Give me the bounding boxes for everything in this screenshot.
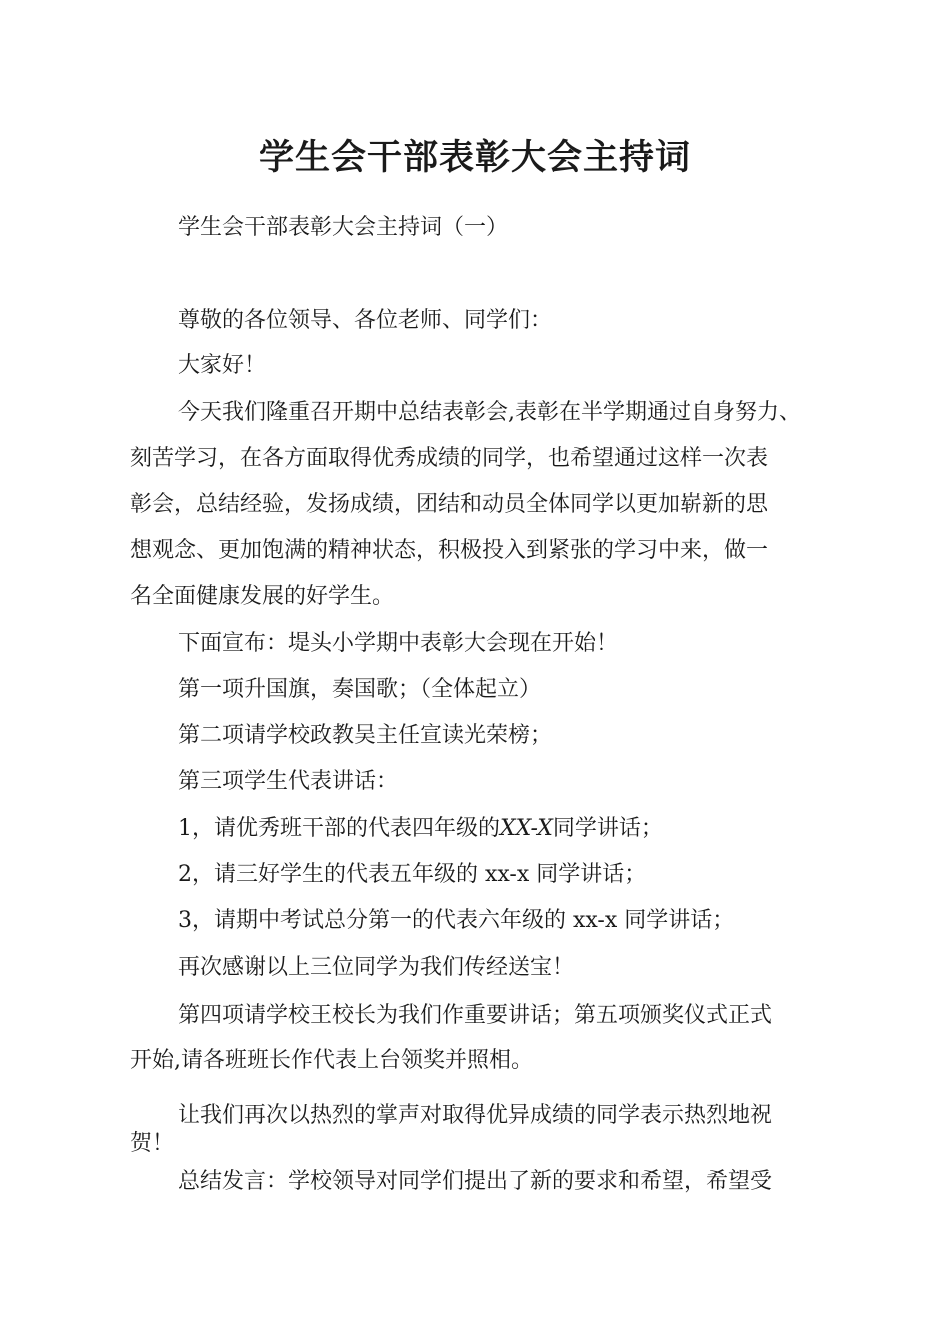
applause-line-cont: 贺！ bbox=[130, 1131, 175, 1156]
body-line: 彰会，总结经验，发扬成绩，团结和动员全体同学以更加崭新的思 bbox=[130, 492, 769, 517]
speech-item-1 bbox=[178, 813, 663, 845]
document-title: 学生会干部表彰大会主持词 bbox=[258, 138, 691, 178]
speech-item-3: 3，请期中考试总分第一的代表六年级的 xx-x 同学讲话； bbox=[178, 908, 735, 933]
thanks-line: 再次感谢以上三位同学为我们传经送宝！ bbox=[178, 955, 575, 980]
agenda-item-4: 第四项请学校王校长为我们作重要讲话；第五项颁奖仪式正式 bbox=[178, 1003, 773, 1028]
body-line: 今天我们隆重召开期中总结表彰会,表彰在半学期通过自身努力、 bbox=[178, 400, 801, 425]
agenda-item-1: 第一项升国旗，奏国歌；（全体起立） bbox=[178, 677, 542, 702]
body-line: 名全面健康发展的好学生。 bbox=[130, 584, 395, 609]
agenda-item-3: 第三项学生代表讲话： bbox=[178, 769, 399, 794]
agenda-item-4-cont: 开始,请各班班长作代表上台领奖并照相。 bbox=[130, 1048, 533, 1073]
speech-item-1-name: XX-X bbox=[500, 816, 553, 841]
speech-item-1-suffix: 同学讲话； bbox=[552, 816, 663, 841]
agenda-item-2: 第二项请学校政教吴主任宣读光荣榜； bbox=[178, 723, 553, 748]
speech-item-2: 2，请三好学生的代表五年级的 xx-x 同学讲话； bbox=[178, 862, 647, 887]
summary-line: 总结发言：学校领导对同学们提出了新的要求和希望，希望受 bbox=[178, 1169, 773, 1194]
speech-item-1-prefix: 1，请优秀班干部的代表四年级的 bbox=[178, 816, 500, 841]
applause-line: 让我们再次以热烈的掌声对取得优异成绩的同学表示热烈地祝 bbox=[178, 1103, 773, 1128]
greeting-line: 尊敬的各位领导、各位老师、同学们： bbox=[178, 308, 553, 333]
body-line: 刻苦学习，在各方面取得优秀成绩的同学，也希望通过这样一次表 bbox=[130, 446, 769, 471]
announcement-line: 下面宣布：堤头小学期中表彰大会现在开始！ bbox=[178, 631, 619, 656]
greeting-hello: 大家好！ bbox=[178, 353, 267, 378]
body-line: 想观念、更加饱满的精神状态，积极投入到紧张的学习中来，做一 bbox=[130, 538, 769, 563]
section-subtitle: 学生会干部表彰大会主持词（一） bbox=[178, 215, 509, 240]
